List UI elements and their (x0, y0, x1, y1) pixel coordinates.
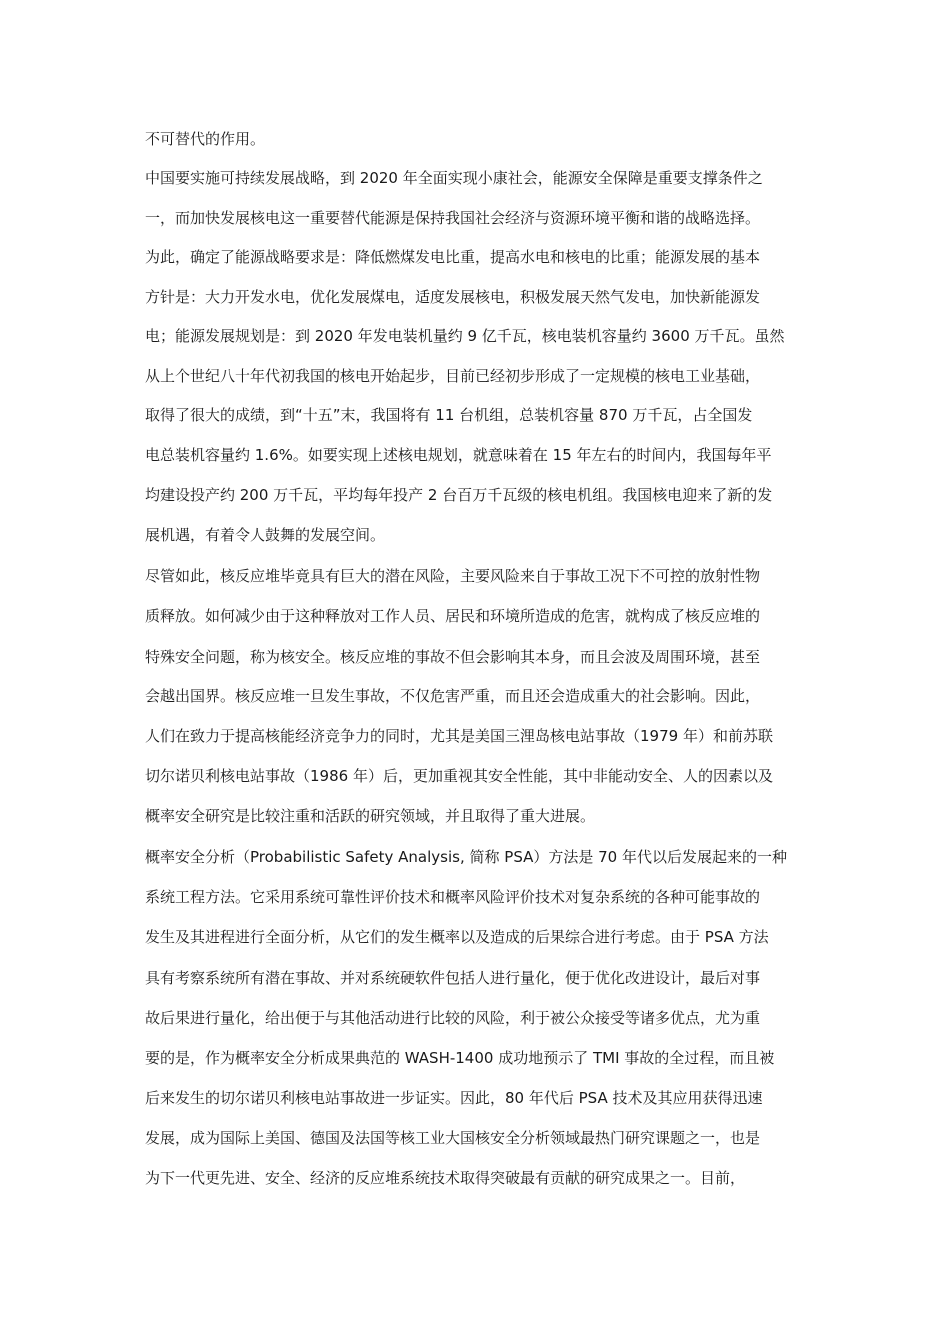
text-line: 质释放。如何减少由于这种释放对工作人员、居民和环境所造成的危害，就构成了核反应堆的 (145, 607, 761, 625)
text-line: 电；能源发展规划是：到 2020 年发电装机量约 9 亿千瓦，核电装机容量约 3600 万千瓦。虽然 (145, 327, 785, 345)
text-line: 方针是：大力开发水电，优化发展煤电，适度发展核电，积极发展天然气发电，加快新能源发 (145, 288, 761, 306)
text-line: 会越出国界。核反应堆一旦发生事故，不仅危害严重，而且还会造成重大的社会影响。因此， (145, 687, 761, 705)
text-line: 尽管如此，核反应堆毕竟具有巨大的潜在风险，主要风险来自于事故工况下不可控的放射性物 (145, 567, 761, 585)
text-line: 要的是，作为概率安全分析成果典范的 WASH-1400 成功地预示了 TMI 事故的全过程，而且被 (145, 1049, 775, 1067)
text-line: 展机遇，有着令人鼓舞的发展空间。 (145, 526, 386, 544)
text-line: 中国要实施可持续发展战略，到 2020 年全面实现小康社会，能源安全保障是重要支撑条件之 (145, 169, 763, 187)
text-line: 概率安全研究是比较注重和活跃的研究领域，并且取得了重大进展。 (145, 807, 596, 825)
text-line: 切尔诺贝利核电站事故（1986 年）后，更加重视其安全性能，其中非能动安全、人的因素以及 (145, 767, 773, 785)
text-line: 为此，确定了能源战略要求是：降低燃煤发电比重，提高水电和核电的比重；能源发展的基本 (145, 248, 761, 266)
text-line: 从上个世纪八十年代初我国的核电开始起步，目前已经初步形成了一定规模的核电工业基础， (145, 367, 761, 385)
text-line: 人们在致力于提高核能经济竞争力的同时，尤其是美国三浬岛核电站事故（1979 年）和前苏联 (145, 727, 773, 745)
text-line: 一，而加快发展核电这一重要替代能源是保持我国社会经济与资源环境平衡和谐的战略选择。 (145, 209, 761, 227)
text-line: 取得了很大的成绩，到“十五”末，我国将有 11 台机组，总装机容量 870 万千瓦，占全国发 (145, 406, 753, 424)
text-line: 发生及其进程进行全面分析，从它们的发生概率以及造成的后果综合进行考虑。由于 PSA 方法 (145, 928, 769, 946)
text-line: 具有考察系统所有潜在事故、并对系统硬软件包括人进行量化，便于优化改进设计，最后对事 (145, 969, 761, 987)
text-line: 均建设投产约 200 万千瓦，平均每年投产 2 台百万千瓦级的核电机组。我国核电迎来了新的发 (145, 486, 773, 504)
text-line: 故后果进行量化，给出便于与其他活动进行比较的风险，利于被公众接受等诸多优点，尤为重 (145, 1009, 761, 1027)
text-line: 后来发生的切尔诺贝利核电站事故进一步证实。因此，80 年代后 PSA 技术及其应用获得迅速 (145, 1089, 763, 1107)
text-line: 为下一代更先进、安全、经济的反应堆系统技术取得突破最有贡献的研究成果之一。目前， (145, 1169, 746, 1187)
text-line: 电总装机容量约 1.6%。如要实现上述核电规划，就意味着在 15 年左右的时间内，我国每年平 (145, 446, 772, 464)
text-line: 不可替代的作用。 (145, 130, 266, 148)
text-line: 概率安全分析（Probabilistic Safety Analysis, 简称 PSA）方法是 70 年代以后发展起来的一种 (145, 848, 787, 866)
text-line: 发展，成为国际上美国、德国及法国等核工业大国核安全分析领域最热门研究课题之一，也是 (145, 1129, 761, 1147)
text-line: 特殊安全问题，称为核安全。核反应堆的事故不但会影响其本身，而且会波及周围环境，甚至 (145, 648, 761, 666)
text-line: 系统工程方法。它采用系统可靠性评价技术和概率风险评价技术对复杂系统的各种可能事故的 (145, 888, 761, 906)
